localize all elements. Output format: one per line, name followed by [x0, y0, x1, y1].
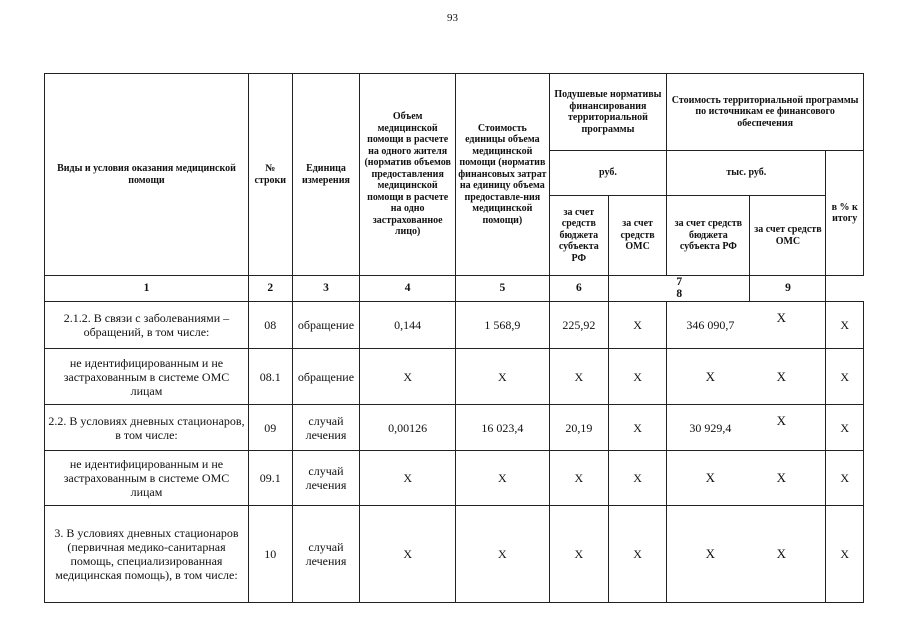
row-pc-oms: X	[608, 451, 666, 506]
row-pc-oms: X	[608, 506, 666, 603]
row-volume: X	[360, 349, 456, 405]
row-volume: X	[360, 506, 456, 603]
header-kinds: Виды и условия оказания медицинской помощи	[45, 74, 249, 276]
col-number-4: 4	[360, 276, 456, 302]
header-row-number: № строки	[248, 74, 292, 276]
row-tc-cell	[667, 405, 826, 451]
row-tc-oms: X	[776, 412, 787, 428]
col-number-8: 8	[676, 287, 683, 300]
col-number-6: 6	[549, 276, 608, 302]
header-program-cost: Стоимость территориальной программы по источникам ее финансового обеспечения	[667, 74, 864, 151]
header-cost: Стоимость единицы объема медицинской помощи (норматив финансовых затрат на единицу объема предоставле-ния медицинской помощи)	[456, 74, 550, 276]
row-tc-budget: X	[705, 470, 716, 485]
row-pct: X	[826, 302, 864, 349]
page-number: 93	[447, 12, 458, 24]
row-tc-budget: 30 929,4	[689, 420, 732, 435]
row-pc-budget: X	[549, 349, 608, 405]
row-unit: случай лечения	[292, 506, 360, 603]
row-number: 08	[248, 302, 292, 349]
row-cost: X	[456, 349, 550, 405]
header-oms-8: за счет средств ОМС	[750, 196, 826, 276]
header-percent-total: в % к итогу	[826, 151, 864, 276]
header-budget-7: за счет средств бюджета субъекта РФ	[667, 196, 750, 276]
table-row	[45, 451, 864, 506]
row-kind: не идентифицированным и не застрахованным в системе ОМС лицам	[45, 451, 249, 506]
col-number-7: 7	[676, 276, 683, 288]
table-row	[45, 506, 864, 603]
row-unit: обращение	[292, 349, 360, 405]
col-number-2: 2	[248, 276, 292, 302]
row-tc-oms: X	[776, 470, 787, 485]
table-row	[45, 302, 864, 349]
row-number: 08.1	[248, 349, 292, 405]
row-pct: X	[826, 405, 864, 451]
row-pc-oms: X	[608, 405, 666, 451]
row-tc-oms: X	[776, 310, 787, 325]
row-cost: 1 568,9	[456, 302, 550, 349]
col-number-1: 1	[45, 276, 249, 302]
row-cost: X	[456, 451, 550, 506]
header-budget-5: за счет средств бюджета субъекта РФ	[549, 196, 608, 276]
header-volume: Объем медицинской помощи в расчете на одного жителя (норматив объемов предоставления медицинской помощи в расчете на одно застрахованное лицо)	[360, 74, 456, 276]
header-rub: руб.	[549, 151, 667, 196]
row-volume: 0,00126	[360, 405, 456, 451]
row-tc-oms: X	[776, 546, 787, 561]
row-tc-budget: X	[705, 546, 716, 561]
row-unit: случай лечения	[292, 451, 360, 506]
row-number: 10	[248, 506, 292, 603]
row-pc-budget: 225,92	[549, 302, 608, 349]
row-pc-oms: X	[608, 349, 666, 405]
row-kind: 2.2. В условиях дневных стационаров, в том числе:	[45, 405, 249, 451]
header-oms-6: за счет средств ОМС	[608, 196, 666, 276]
row-volume: X	[360, 451, 456, 506]
row-pct: X	[826, 451, 864, 506]
row-tc-cell	[667, 349, 826, 405]
row-unit: случай лечения	[292, 405, 360, 451]
row-pc-budget: X	[549, 451, 608, 506]
row-number: 09	[248, 405, 292, 451]
header-unit: Единица измерения	[292, 74, 360, 276]
row-tc-budget: 346 090,7	[686, 318, 735, 332]
row-tc-cell	[667, 451, 826, 506]
col-number-3: 3	[292, 276, 360, 302]
col-number-5: 5	[456, 276, 550, 302]
row-volume: 0,144	[360, 302, 456, 349]
row-kind: 3. В условиях дневных стационаров (первичная медико-санитарная помощь, специализированная медицинская помощь), в том числе:	[45, 506, 249, 603]
row-pc-oms: X	[608, 302, 666, 349]
row-pc-budget: X	[549, 506, 608, 603]
row-unit: обращение	[292, 302, 360, 349]
row-cost: 16 023,4	[456, 405, 550, 451]
header-per-capita: Подушевые нормативы финансирования территориальной программы	[549, 74, 667, 151]
row-tc-cell	[667, 506, 826, 603]
row-pct: X	[826, 349, 864, 405]
row-kind: не идентифицированным и не застрахованным в системе ОМС лицам	[45, 349, 249, 405]
financing-table	[44, 73, 864, 603]
row-pc-budget: 20,19	[549, 405, 608, 451]
row-pct: X	[826, 506, 864, 603]
table-row	[45, 349, 864, 405]
row-tc-budget: X	[705, 368, 716, 384]
table-row	[45, 405, 864, 451]
row-number: 09.1	[248, 451, 292, 506]
row-kind: 2.1.2. В связи с заболеваниями – обращений, в том числе:	[45, 302, 249, 349]
row-tc-cell	[667, 302, 826, 349]
row-tc-oms: X	[776, 368, 787, 384]
col-number-9: 9	[750, 276, 826, 302]
row-cost: X	[456, 506, 550, 603]
header-thous-rub: тыс. руб.	[667, 151, 826, 196]
col-number-7-8	[608, 276, 750, 302]
